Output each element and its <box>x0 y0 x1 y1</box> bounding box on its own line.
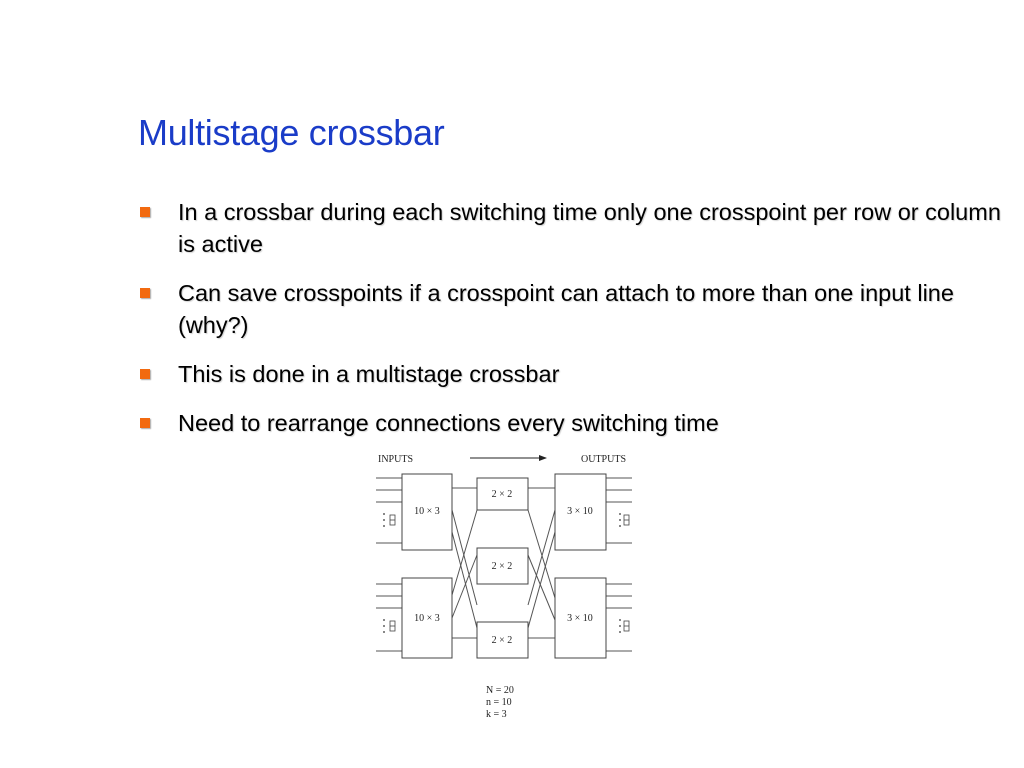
stage2-switch <box>477 548 528 584</box>
outputs-label: OUTPUTS <box>581 454 627 465</box>
bullet-list <box>140 196 1010 456</box>
bullet-text: Need to rearrange connections every switching time <box>178 410 719 436</box>
stage2-switch-label: 2 × 2 <box>491 489 513 500</box>
stage2-switch <box>477 622 528 658</box>
param-N: N = 20 <box>486 685 514 696</box>
stage1-switch-label: 10 × 3 <box>414 613 440 624</box>
stage2-switch-label: 2 × 2 <box>491 561 513 572</box>
bullet-item <box>140 277 1010 341</box>
slide-title: Multistage crossbar <box>138 112 445 153</box>
square-bullet-icon <box>140 369 150 379</box>
stage1-switch <box>402 578 452 658</box>
bullet-text: Can save crosspoints if a crosspoint can attach to more than one input line (why?) <box>178 280 954 338</box>
stage1-switch <box>402 474 452 550</box>
bullet-item <box>140 358 1010 390</box>
square-bullet-icon <box>140 288 150 298</box>
bullet-text: In a crossbar during each switching time only one crosspoint per row or column is active <box>178 199 1001 257</box>
bullet-text: This is done in a multistage crossbar <box>178 361 560 387</box>
square-bullet-icon <box>140 207 150 217</box>
stage3-switch-label: 3 × 10 <box>567 613 593 624</box>
bullet-item <box>140 196 1010 260</box>
stage3-switch <box>555 578 606 658</box>
inputs-label: INPUTS <box>378 454 414 465</box>
stage3-switch <box>555 474 606 550</box>
square-bullet-icon <box>140 418 150 428</box>
stage1-switch-label: 10 × 3 <box>414 506 440 517</box>
stage2-switch-label: 2 × 2 <box>491 635 513 646</box>
bullet-item <box>140 407 1010 439</box>
param-n: n = 10 <box>486 697 512 708</box>
param-k: k = 3 <box>486 709 507 720</box>
stage2-switch <box>477 478 528 510</box>
stage3-switch-label: 3 × 10 <box>567 506 593 517</box>
multistage-crossbar-diagram <box>370 448 640 733</box>
